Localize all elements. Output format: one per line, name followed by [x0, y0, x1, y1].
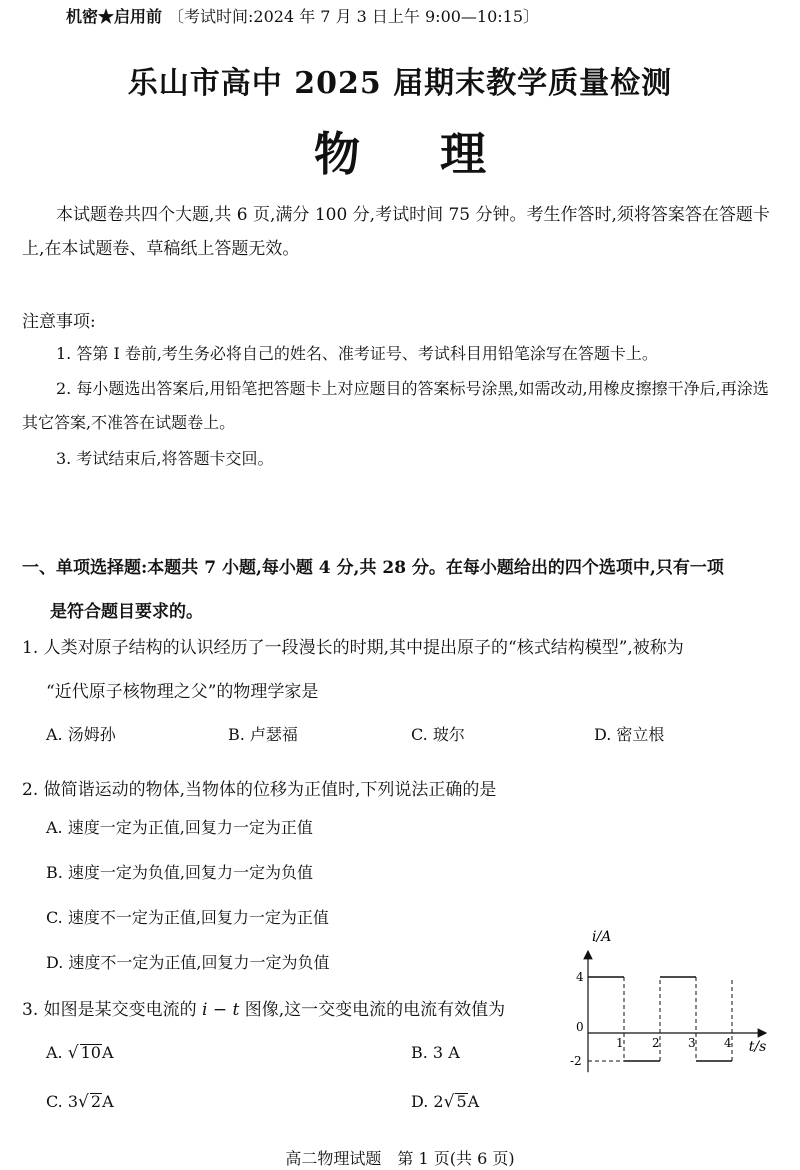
question-1-stem [22, 626, 782, 714]
x-tick-2: 2 [652, 1036, 660, 1050]
sqrt-icon: √ [78, 1092, 89, 1112]
note-item-2: 2. 每小题选出答案后,用铅笔把答题卡上对应题目的答案标号涂黑,如需改动,用橡皮擦擦干净后,再涂选其它答案,不准答在试题卷上。 [22, 379, 769, 432]
page-footer: 高二物理试题 第 1 页(共 6 页) [285, 1149, 515, 1168]
section-1-heading-line1: 一、单项选择题:本题共 7 小题,每小题 4 分,共 28 分。在每小题给出的四个选项中,只有一项 [22, 558, 724, 578]
option-d-label: D. 2 [411, 1092, 444, 1111]
note-item-3: 3. 考试结束后,将答题卡交回。 [56, 449, 274, 468]
x-tick-1: 1 [616, 1036, 624, 1050]
question-3-option-b: B. 3 A [411, 1043, 460, 1062]
option-d-radicand: 5 [456, 1092, 467, 1111]
question-3-var-t: t [232, 1000, 240, 1020]
question-2-option-b: B. 速度一定为负值,回复力一定为负值 [46, 863, 314, 882]
x-tick-4: 4 [724, 1036, 732, 1050]
question-3-stem-post: 图像,这一交变电流的电流有效值为 [239, 1000, 506, 1020]
option-d-unit: A [467, 1092, 480, 1111]
question-1-line2: “近代原子核物理之父”的物理学家是 [46, 682, 319, 702]
section-1-heading [22, 546, 782, 634]
intro-paragraph: 本试题卷共四个大题,共 6 页,满分 100 分,考试时间 75 分钟。考生作答时,须将答案答在答题卡上,在本试题卷、草稿纸上答题无效。 [22, 205, 770, 259]
y-tick-4: 4 [576, 970, 584, 984]
secret-label: 机密★启用前 [66, 7, 163, 26]
option-c-label: C. 3 [46, 1092, 79, 1111]
question-3-minus: − [207, 1000, 233, 1020]
y-tick-0: 0 [576, 1020, 584, 1034]
question-1-option-a: A. 汤姆孙 [46, 725, 116, 744]
question-1-option-c: C. 玻尔 [411, 725, 465, 744]
confidential-line [66, 4, 539, 27]
question-3-option-a [46, 1043, 114, 1063]
subject-title: 物理 [314, 127, 566, 181]
question-1-line1: 1. 人类对原子结构的认识经历了一段漫长的时期,其中提出原子的“核式结构模型”,被称为 [22, 638, 684, 658]
question-2-option-d: D. 速度不一定为正值,回复力一定为负值 [46, 953, 330, 972]
y-axis-label: i/A [592, 929, 612, 945]
x-axis-label: t/s [748, 1039, 767, 1055]
y-tick--2: -2 [570, 1054, 582, 1068]
question-2-stem: 2. 做简谐运动的物体,当物体的位移为正值时,下列说法正确的是 [22, 780, 497, 800]
option-a-radicand: 10 [80, 1043, 101, 1062]
exam-time: 〔考试时间:2024 年 7 月 3 日上午 9:00—10:15〕 [168, 7, 540, 26]
option-c-unit: A [102, 1092, 114, 1111]
question-3-var-i: i [202, 1000, 208, 1020]
question-1-option-d: D. 密立根 [594, 725, 665, 744]
question-1-option-b: B. 卢瑟福 [228, 725, 298, 744]
question-3-stem [22, 988, 562, 1032]
option-c-radicand: 2 [90, 1092, 102, 1111]
question-2-option-c: C. 速度不一定为正值,回复力一定为正值 [46, 908, 329, 927]
i-t-graph [560, 925, 780, 1100]
option-a-unit: A [101, 1043, 114, 1062]
question-3-option-d [411, 1092, 479, 1112]
section-1-heading-line2: 是符合题目要求的。 [50, 602, 203, 622]
exam-title: 乐山市高中 2025 届期末教学质量检测 [127, 66, 673, 101]
question-3-option-c [46, 1092, 114, 1112]
question-2-option-a: A. 速度一定为正值,回复力一定为正值 [46, 818, 313, 837]
notes-title: 注意事项: [22, 312, 96, 332]
question-3-stem-pre: 3. 如图是某交变电流的 [22, 1000, 203, 1020]
sqrt-icon: √ [67, 1043, 79, 1063]
option-a-label: A. [46, 1043, 68, 1062]
sqrt-icon: √ [443, 1092, 455, 1112]
note-item-1: 1. 答第 Ⅰ 卷前,考生务必将自己的姓名、准考证号、考试科目用铅笔涂写在答题卡上。 [56, 344, 658, 363]
x-tick-3: 3 [688, 1036, 696, 1050]
